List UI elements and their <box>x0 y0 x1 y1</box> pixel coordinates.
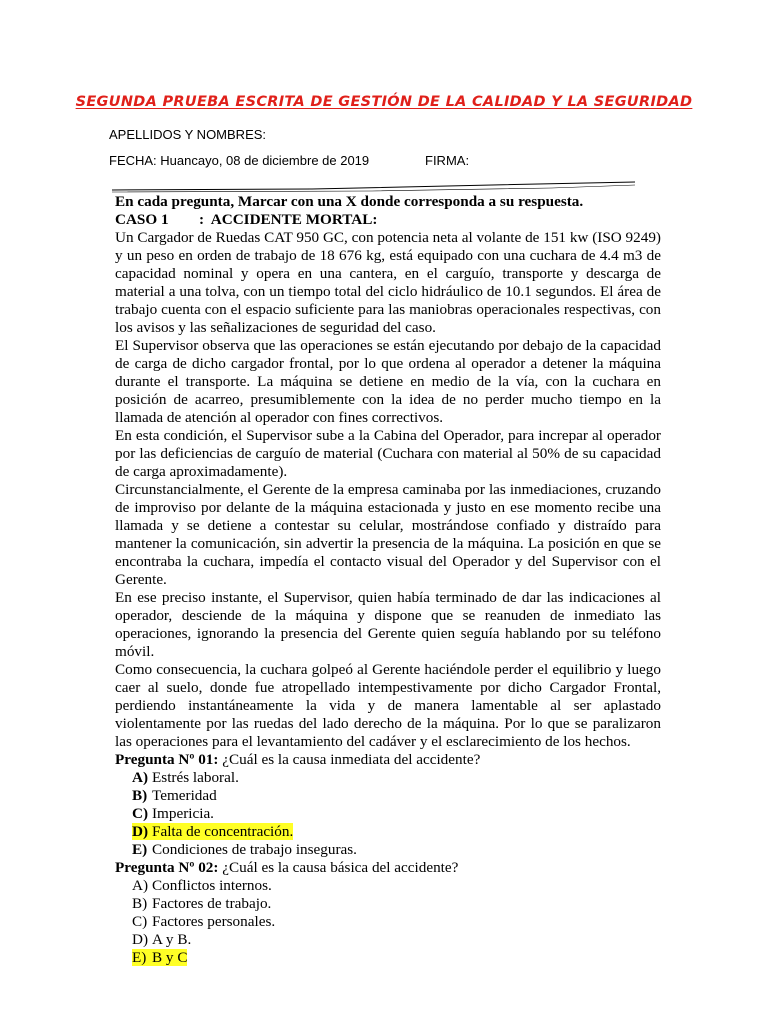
names-label: APELLIDOS Y NOMBRES: <box>109 127 267 142</box>
instructions: En cada pregunta, Marcar con una X donde corresponda a su respuesta. <box>115 193 584 210</box>
option-e[interactable] <box>132 949 661 967</box>
question-label: Pregunta Nº 02: <box>115 859 219 876</box>
highlighted-answer: D) Falta de concentración. <box>132 823 294 840</box>
option-c[interactable]: C) Impericia. <box>132 805 214 822</box>
question-text: ¿Cuál es la causa básica del accidente? <box>218 859 459 876</box>
highlighted-answer: E) B y C <box>132 949 188 966</box>
case-paragraph: El Supervisor observa que las operaciones se están ejecutando por debajo de la capacidad de carga de dicho cargador frontal, por lo que ordena al operador a detener la máquina durante el transporte. La máquina se detiene en medio de la vía, con la cuchara en posición de acarreo, presumiblemente con la idea de no perder mucho tiempo en la llamada de atención al operador con fines correctivos. <box>115 337 661 426</box>
case-paragraph: En esta condición, el Supervisor sube a la Cabina del Operador, para increpar al operador por las deficiencias de carguío de material (Cuchara con material al 50% de su capacidad de carga aproximadamente). <box>115 427 661 480</box>
case-label: CASO 1 : ACCIDENTE MORTAL: <box>115 211 378 228</box>
option-b[interactable]: B) Temeridad <box>132 787 217 804</box>
option-a[interactable]: A) Conflictos internos. <box>132 877 272 894</box>
question-2-options <box>115 877 661 967</box>
signature-label: FIRMA: <box>425 153 470 168</box>
case-paragraph: Un Cargador de Ruedas CAT 950 GC, con potencia neta al volante de 151 kw (ISO 9249) y un peso en orden de trabajo de 18 676 kg, está equipado con una cuchara de 4.4 m3 de capacidad nominal y opera en una cantera, en el carguío, transporte y descarga de material a una tolva, con un tiempo total del ciclo hidráulico de 10.1 segundos. El área de trabajo cuenta con el espacio suficiente para las maniobras operacionales respectivas, con los avisos y las señalizaciones de seguridad del caso. <box>115 229 661 336</box>
document-body <box>115 193 661 967</box>
option-e[interactable]: E) Condiciones de trabajo inseguras. <box>132 841 357 858</box>
case-paragraph: Circunstancialmente, el Gerente de la empresa caminaba por las inmediaciones, cruzando de improviso por delante de la máquina estacionada y justo en ese momento recibe una llamada y se detiene a contestar su celular, mostrándose confiado y distraído para mantener la comunicación, sin advertir la presencia de la máquina. La posición en que se encontraba la cuchara, impedía el contacto visual del Operador y del Supervisor con el Gerente. <box>115 481 661 588</box>
option-b[interactable]: B) Factores de trabajo. <box>132 895 272 912</box>
question-1 <box>115 751 661 769</box>
document-title: SEGUNDA PRUEBA ESCRITA DE GESTIÓN DE LA CALIDAD Y LA SEGURIDAD <box>75 94 693 110</box>
question-2 <box>115 859 661 877</box>
case-paragraph: En ese preciso instante, el Supervisor, quien había terminado de dar las indicaciones al operador, desciende de la máquina y dispone que se reanuden de inmediato las operaciones, ignorando la presencia del Gerente quien seguía hablando por su teléfono móvil. <box>115 589 661 660</box>
signature-rule <box>112 176 635 194</box>
case-paragraph: Como consecuencia, la cuchara golpeó al Gerente haciéndole perder el equilibrio y luego caer al suelo, donde fue atropellado intempestivamente por dicho Cargador Frontal, perdiendo instantáneamente la vida y de manera lamentable al ser aplastado violentamente por las ruedas del lado derecho de la máquina. Por lo que se paralizaron las operaciones para el levantamiento del cadáver y el esclarecimiento de los hechos. <box>115 661 661 750</box>
date-label: FECHA: Huancayo, 08 de diciembre de 2019 <box>109 153 370 168</box>
question-1-options <box>115 769 661 859</box>
option-c[interactable]: C) Factores personales. <box>132 913 276 930</box>
question-text: ¿Cuál es la causa inmediata del accidente? <box>218 751 481 768</box>
option-a[interactable]: A) Estrés laboral. <box>132 769 239 786</box>
question-label: Pregunta Nº 01: <box>115 751 219 768</box>
option-d[interactable] <box>132 823 661 841</box>
option-d[interactable]: D) A y B. <box>132 931 192 948</box>
